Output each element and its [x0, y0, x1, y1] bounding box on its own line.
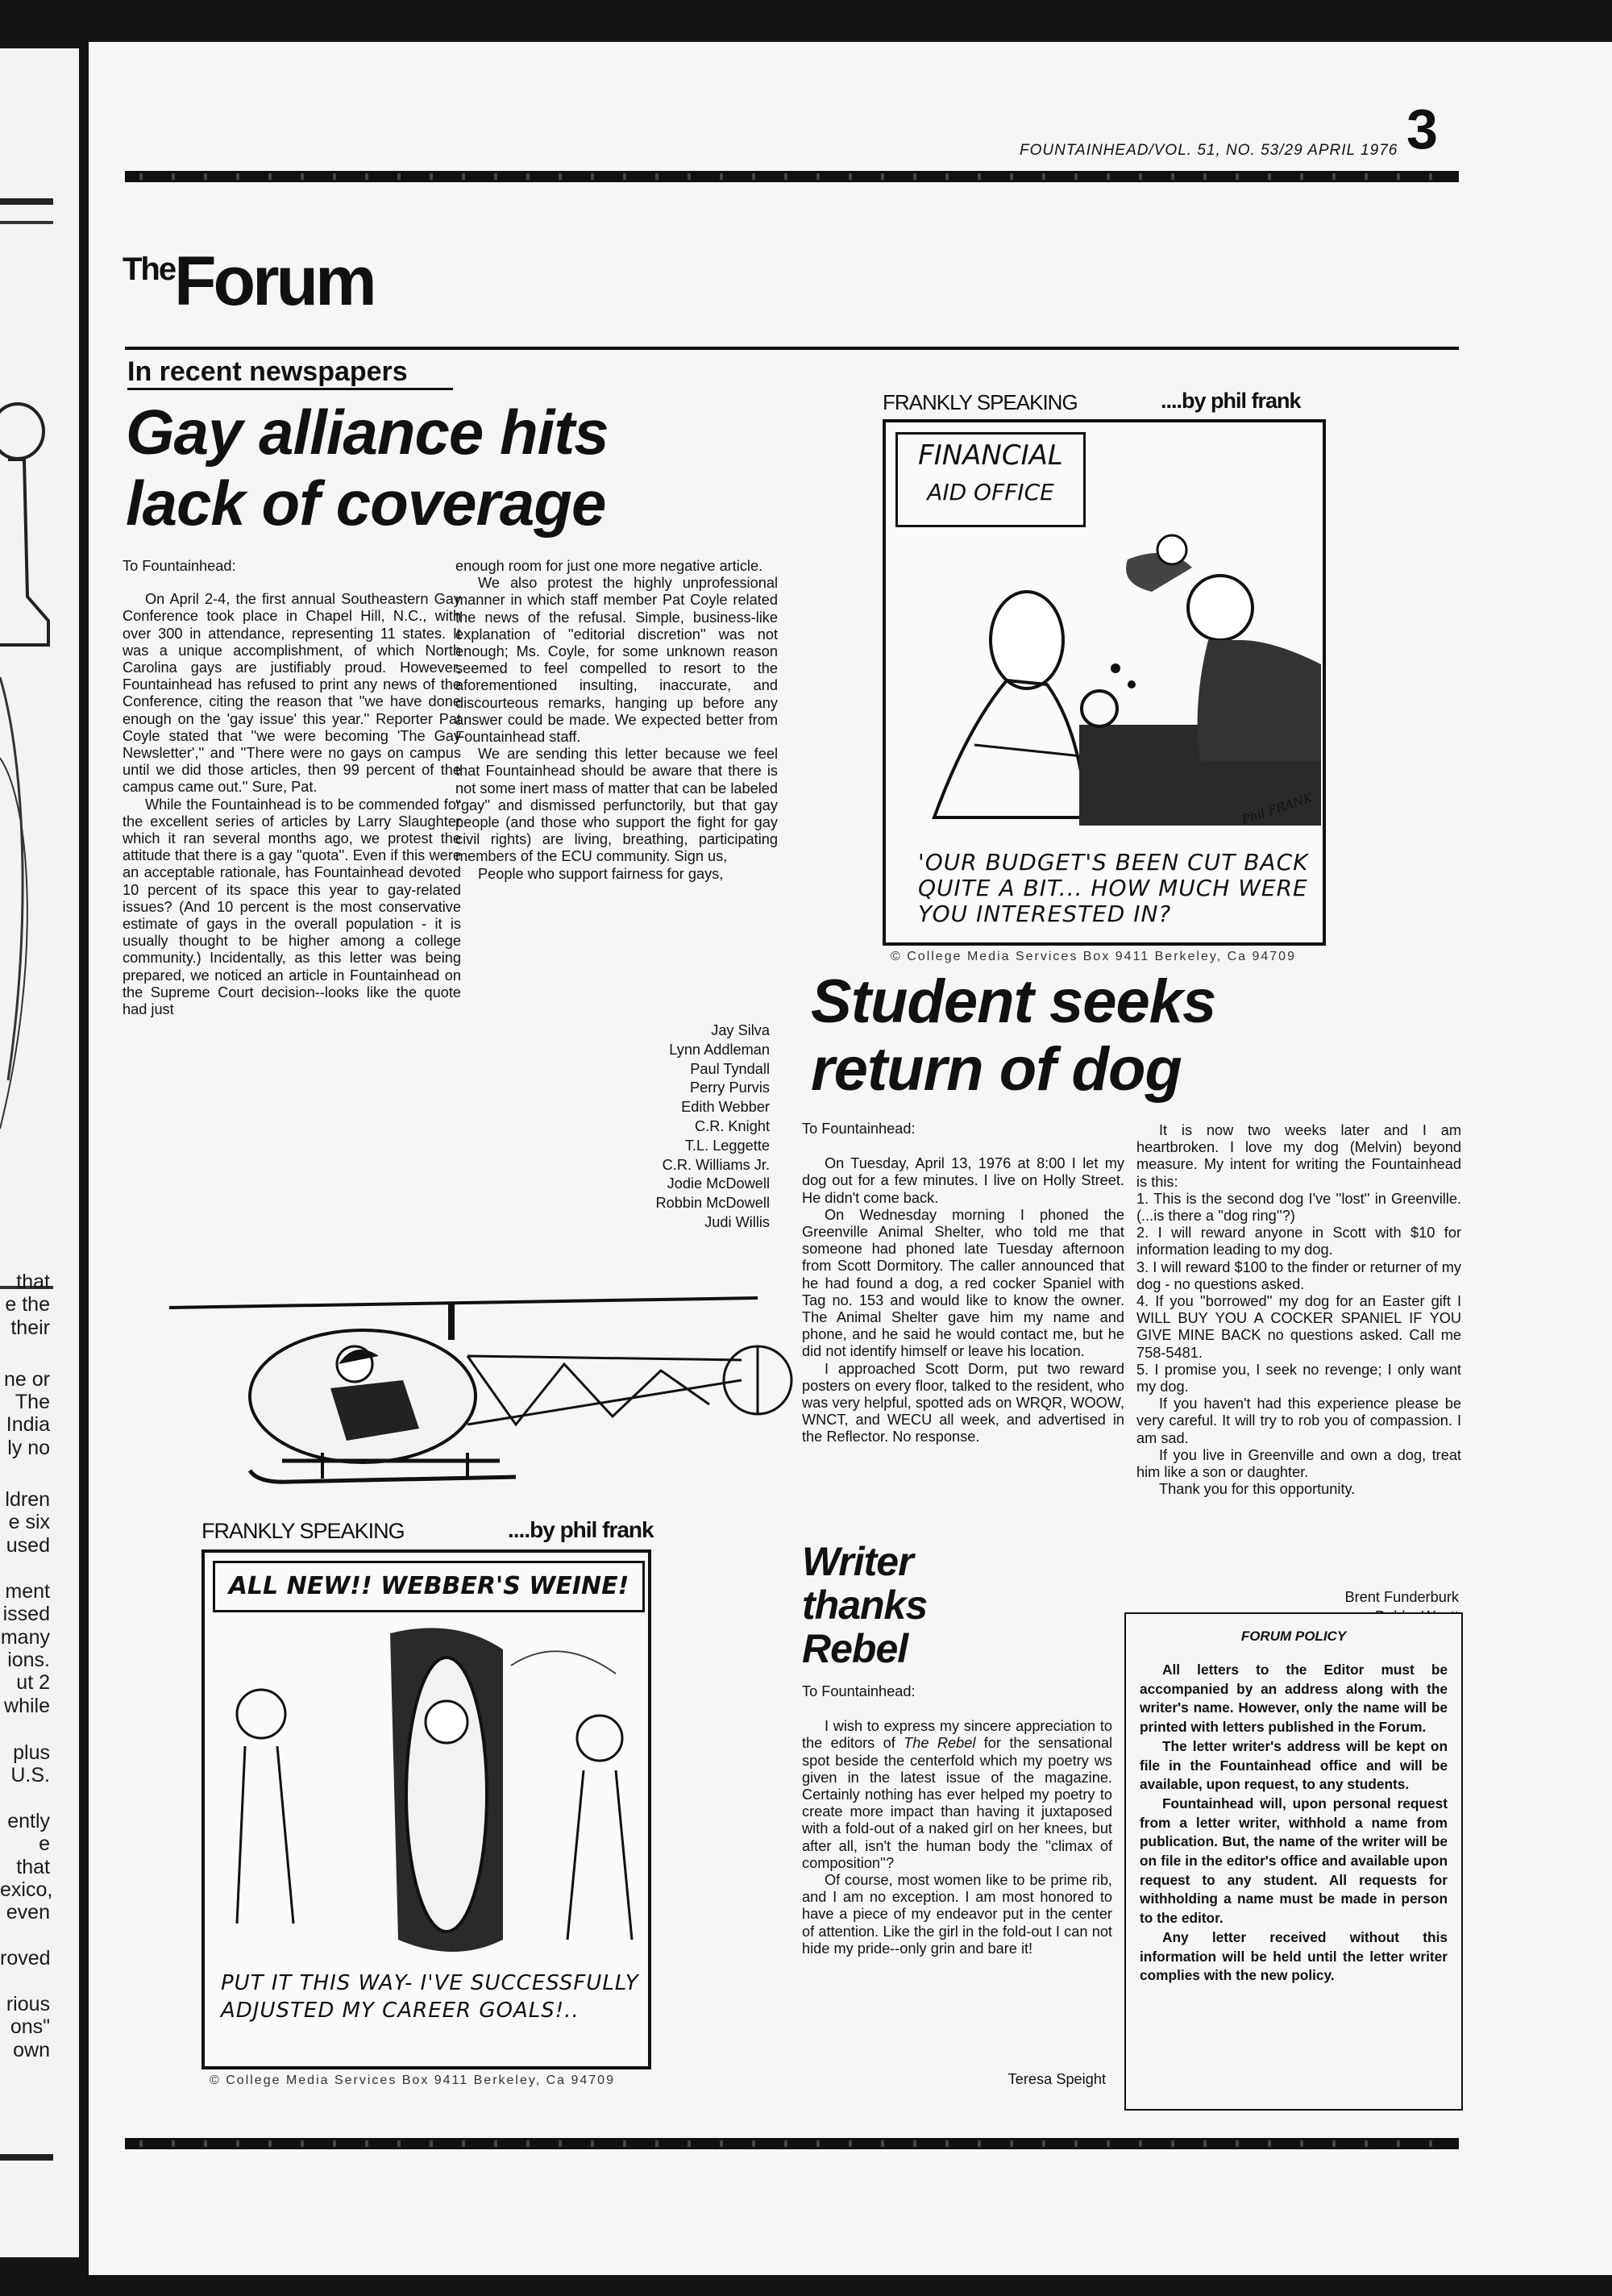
prev-page-fragment: used [6, 1534, 50, 1557]
paragraph [802, 1718, 1112, 1872]
signer-name: Judi Willis [704, 1213, 770, 1230]
paragraph: If you haven't had this experience please be very careful. It will try to rob you of compassion. I am sad. [1136, 1395, 1461, 1446]
comic-bottom-byline: ....by phil frank [508, 1517, 654, 1542]
gay-letter-col1 [123, 558, 461, 1018]
section-title: Forum [174, 243, 374, 320]
signer-name: T.L. Leggette [684, 1137, 770, 1154]
helicopter-illustration [161, 1267, 862, 1501]
prev-page-fragment: e that [16, 1832, 50, 1878]
sign-line-1: FINANCIAL [918, 439, 1063, 472]
prev-page-fragment: India [6, 1413, 50, 1436]
paragraph: If you live in Greenville and own a dog, treat him like a son or daughter. [1136, 1446, 1461, 1481]
signer-name: Perry Purvis [689, 1079, 770, 1096]
page-number: 3 [1406, 98, 1438, 160]
list-item: 2. I will reward anyone in Scott with $10 for information leading to my dog. [1136, 1225, 1461, 1258]
forum-policy-box [1124, 1612, 1463, 2111]
policy-title: FORUM POLICY [1240, 1628, 1347, 1644]
comic-top-caption-3: YOU INTERESTED IN? [918, 901, 1172, 927]
issue-line: FOUNTAINHEAD/VOL. 51, NO. 53/29 APRIL 1976 [1020, 142, 1398, 159]
rebel-letter [802, 1683, 1112, 1957]
paragraph: We also protest the highly unprofessional manner in which staff member Pat Coyle related the news of the refusal. Simple, business-like explanation of ''editorial discretion'' was not enough; Ms. Coyle, for some unknown reason seemed to feel compelled to resort to the aforementioned insulting, inaccurate, and discourteous remarks, hanging up before any answer could be made. We expected better from Fountainhead staff. [455, 575, 778, 746]
sign-line-2: AID OFFICE [927, 479, 1054, 505]
prev-page-fragment: that [16, 1271, 50, 1293]
prev-page-fragment: ne or [4, 1368, 50, 1391]
prev-page-fragment: e six [8, 1511, 50, 1533]
paragraph: We are sending this letter because we feel that Fountainhead should be aware that there is not some inert mass of matter that can be labeled ''gay'' and dismissed perfunctorily, but that gay people (and those who support the fight for gay civil rights) are living, breathing, participating members of the ECU community. Sign us, [455, 746, 778, 865]
kicker: In recent newspapers [127, 356, 408, 387]
dog-headline-2: return of dog [811, 1035, 1182, 1104]
paragraph: Thank you for this opportunity. [1159, 1481, 1356, 1498]
signer-name: C.R. Williams Jr. [662, 1156, 770, 1173]
comic-top-title: FRANKLY SPEAKING [883, 390, 1078, 414]
section-rule [125, 347, 1459, 350]
list-item: 5. I promise you, I seek no revenge; I only want my dog. [1136, 1361, 1461, 1395]
policy-paragraph: Any letter received without this information will be held until the letter writer complies with the new policy. [1140, 1928, 1448, 1984]
comic-top-credit: © College Media Services Box 9411 Berkeley, Ca 94709 [891, 950, 1296, 963]
previous-page-strip [0, 48, 79, 2257]
list-item: 1. This is the second dog I've ''lost'' in Greenville. (...is there a ''dog ring''?) [1136, 1190, 1461, 1225]
prev-page-fragment: while [4, 1695, 50, 1717]
policy-paragraph: All letters to the Editor must be accompanied by an address along with the writer's name. However, only the name will be printed with letters published in the Forum. [1140, 1662, 1448, 1736]
prev-page-rule [0, 2154, 53, 2161]
bottom-rule [125, 2138, 1459, 2149]
paragraph: I approached Scott Dorm, put two reward posters on every floor, talked to the resident, who was very helpful, spotted ads on WRQR, WOOW, WNCT, and WECU all week, and advertised in the Reflector. No response. [802, 1360, 1124, 1445]
prev-page-fragment: even [6, 1901, 50, 1924]
comic-bottom-panel [202, 1549, 651, 2069]
artist-signature: Phil FRANK [1240, 790, 1315, 827]
salutation: To Fountainhead: [802, 1121, 916, 1137]
comic-top-caption-2: QUITE A BIT... HOW MUCH WERE [918, 875, 1308, 901]
signer-name: Paul Tyndall [690, 1060, 770, 1077]
rebel-headline-2: thanks [802, 1583, 928, 1628]
prev-page-fragment: e the [5, 1293, 50, 1316]
paragraph: On Wednesday morning I phoned the Greenville Animal Shelter, who told me that someone had phoned late Tuesday afternoon from Scott Dormitory. The caller announced that he had found a dog, a red cocker Spaniel with Tag no. 153 and would like to know the owner. The Animal Shelter gave him my name and phone, and he said he would contact me, but he did not identify himself or leave his location. [802, 1206, 1124, 1360]
signer-name: Jay Silva [711, 1022, 770, 1038]
dog-headline-1: Student seeks [811, 967, 1216, 1036]
prev-page-fragment: ment [5, 1580, 50, 1603]
gay-headline-2: lack of coverage [126, 468, 606, 539]
comic-bottom-credit: © College Media Services Box 9411 Berkeley, Ca 94709 [210, 2073, 615, 2087]
prev-page-fragment: ions. [7, 1649, 50, 1671]
salutation: To Fountainhead: [123, 558, 236, 574]
paragraph: People who support fairness for gays, [478, 865, 724, 882]
prev-page-illustration [0, 355, 56, 1145]
section-the: The [123, 252, 176, 287]
comic-top-caption-1: 'OUR BUDGET'S BEEN CUT BACK [918, 849, 1309, 876]
list-item: 4. If you ''borrowed'' my dog for an Easter gift I WILL BUY YOU A COCKER SPANIEL IF YOU GIVE MINE BACK no questions asked. Call me 758-5481. [1136, 1293, 1461, 1361]
kicker-underline [127, 388, 453, 390]
policy-text [1126, 1661, 1461, 1986]
paragraph: It is now two weeks later and I am heartbroken. I love my dog (Melvin) beyond measure. My intent for writing the Fountainhead is this: [1136, 1122, 1461, 1190]
prev-page-fragment: rious [6, 1993, 50, 2015]
prev-page-fragment: ly no [7, 1437, 50, 1459]
financial-aid-sign [895, 432, 1086, 527]
prev-page-rule [0, 198, 53, 205]
prev-page-fragment: U.S. [10, 1764, 50, 1786]
paragraph: On April 2-4, the first annual Southeastern Gay Conference took place in Chapel Hill, N.C., with over 300 in attendance, representing 11 states. It was a unique accomplishment, of which North Carolina gays are justifiably proud. However, Fountainhead has refused to print any news of the Conference, citing the reason that ''we have done enough on the 'gay issue' this year.'' Reporter Pat Coyle stated that ''we were becoming 'The Gay Newsletter','' and ''There were no gays on campus until we did those articles, then 99 percent of the campus came out.'' Sure, Pat. [123, 591, 461, 796]
prev-page-fragment: ons" [10, 2015, 50, 2038]
top-rule [125, 171, 1459, 182]
signer-name: Jodie McDowell [667, 1175, 770, 1192]
paragraph-text: I wish to express my sincere appreciation to the editors of [802, 1718, 1112, 1752]
paragraph: On Tuesday, April 13, 1976 at 8:00 I let my dog out for a few minutes. I live on Holly Street. He didn't come back. [802, 1155, 1124, 1206]
prev-page-fragment: plus [13, 1741, 50, 1764]
comic-banner: ALL NEW!! WEBBER'S WEINE! [213, 1561, 645, 1612]
financial-aid-illustration [886, 519, 1321, 826]
gay-headline-1: Gay alliance hits [126, 397, 609, 468]
dog-letter-col1 [802, 1121, 1124, 1446]
prev-page-fragment: own [13, 2039, 50, 2061]
paragraph-text: for the sensational spot beside the centerfold which my poetry ws given in the latest issue of the magazine. Certainly nothing has ever helped my poetry to create more impact than having it juxtaposed with a fold-out of a naked girl on her knees, but after all, isn't the human body the ''climax of composition''? [802, 1735, 1112, 1871]
policy-paragraph: The letter writer's address will be kept on file in the Fountainhead office and will be available, upon request, to any students. [1140, 1737, 1448, 1793]
dog-letter-col2 [1136, 1122, 1461, 1498]
signer-name: Brent Funderburk [1344, 1589, 1459, 1605]
prev-page-fragment: ut 2 [16, 1671, 50, 1694]
paragraph: enough room for just one more negative article. [455, 558, 763, 574]
signer-name: Edith Webber [681, 1099, 770, 1116]
signer-name: Robbin McDowell [655, 1195, 770, 1212]
paragraph: Of course, most women like to be prime rib, and I am no exception. I am most honored to have a piece of my endeavor put in the center of attention. Like the girl in the fold-out I can not hide my pride--only grin and bare it! [802, 1872, 1112, 1957]
prev-page-fragment: exico, [0, 1878, 53, 1901]
rebel-headline-1: Writer [802, 1539, 913, 1584]
prev-page-fragment: issed [2, 1603, 50, 1625]
newspaper-page [89, 42, 1612, 2275]
gay-signers [588, 1021, 770, 1233]
comic-bottom-title: FRANKLY SPEAKING [202, 1519, 405, 1543]
paragraph: While the Fountainhead is to be commended for the excellent series of articles by Larry Slaughter which it ran several months ago, we protest the attitude that there is a gay ''quota''. Even if this were an acceptable rationale, has Fountainhead devoted 10 percent of its space this year to gay-related issues? (And 10 percent is the most conservative estimate of gays in the overall population - it is usually thought to be higher among a college community.) Incidentally, as this letter was being prepared, we noticed an article in Fountainhead on the Supreme Court decision--looks like the quote had just [123, 796, 461, 1018]
prev-page-fragment: their [10, 1316, 50, 1339]
comic-top-panel [883, 419, 1326, 946]
prev-page-fragment: roved [0, 1947, 51, 1969]
comic-bottom-caption-1: PUT IT THIS WAY- I'VE SUCCESSFULLY [221, 1971, 639, 1995]
prev-page-fragment: ently [7, 1810, 50, 1832]
signer-name: Lynn Addleman [669, 1041, 770, 1058]
gay-letter-col2 [455, 558, 778, 883]
policy-paragraph: Fountainhead will, upon personal request from a letter writer, withhold a name from publication. But, the name of the writer will be on file in the editor's office and available upon request to any student. All requests for withholding a name must be made in person to the editor. [1140, 1795, 1448, 1927]
rebel-headline-3: Rebel [802, 1626, 908, 1671]
prev-page-fragment: The [15, 1391, 50, 1413]
prev-page-fragment: many [0, 1626, 50, 1649]
comic-top-byline: ....by phil frank [1161, 389, 1301, 413]
prev-page-fragment: ldren [5, 1488, 50, 1511]
rebel-signer: Teresa Speight [1008, 2071, 1106, 2087]
salutation: To Fountainhead: [802, 1683, 916, 1699]
comic-bottom-caption-2: ADJUSTED MY CAREER GOALS!.. [221, 1999, 580, 2023]
magazine-title: The Rebel [904, 1735, 976, 1752]
prev-page-rule [0, 221, 53, 224]
signer-name: C.R. Knight [695, 1117, 770, 1134]
list-item: 3. I will reward $100 to the finder or returner of my dog - no questions asked. [1136, 1258, 1461, 1292]
hotdog-illustration [213, 1617, 640, 1964]
